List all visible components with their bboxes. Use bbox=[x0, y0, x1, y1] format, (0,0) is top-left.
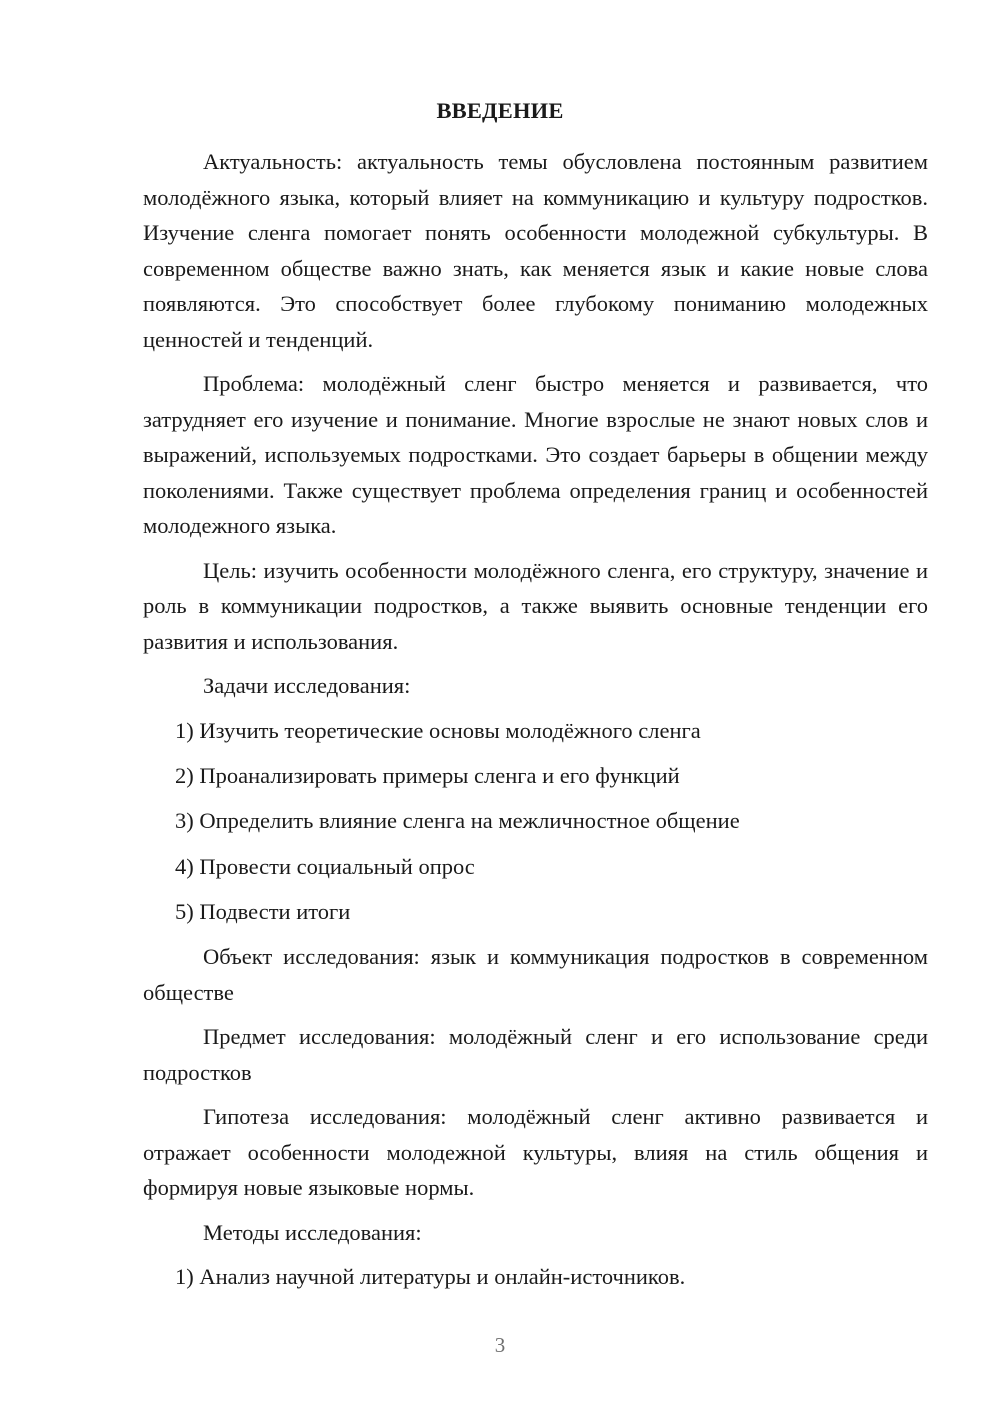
object-paragraph: Объект исследования: язык и коммуникация подростков в современном обществе bbox=[143, 944, 928, 1005]
hypothesis-paragraph: Гипотеза исследования: молодёжный сленг активно развивается и отражает особенности молодежной культуры, влияя на стиль общения и формируя новые языковые нормы. bbox=[143, 1104, 928, 1201]
page-number: 3 bbox=[494, 1333, 506, 1357]
method-item: 1) Анализ научной литературы и онлайн-источников. bbox=[175, 1264, 686, 1290]
task-item: 4) Провести социальный опрос bbox=[175, 853, 475, 879]
tasks-heading: Задачи исследования: bbox=[203, 673, 411, 698]
task-item: 3) Определить влияние сленга на межличностное общение bbox=[175, 808, 740, 834]
task-item: 5) Подвести итоги bbox=[175, 899, 351, 925]
page-title: ВВЕДЕНИЕ bbox=[436, 98, 564, 123]
document-body bbox=[143, 144, 928, 1305]
subject-paragraph: Предмет исследования: молодёжный сленг и его использование среди подростков bbox=[143, 1024, 928, 1085]
methods-heading: Методы исследования: bbox=[203, 1219, 422, 1245]
relevance-paragraph: Актуальность: актуальность темы обусловлена постоянным развитием молодёжного языка, который влияет на коммуникацию и культуру подростков. Изучение сленга помогает понять особенности молодежной субкультуры. В современном обществе важно знать, как меняется язык и какие новые слова появляются. Это способствует более глубокому пониманию молодежных ценностей и тенденций. bbox=[143, 149, 928, 352]
task-item: 2) Проанализировать примеры сленга и его функций bbox=[175, 762, 680, 788]
goal-paragraph: Цель: изучить особенности молодёжного сленга, его структуру, значение и роль в коммуникации подростков, а также выявить основные тенденции его развития и использования. bbox=[143, 557, 928, 654]
problem-paragraph: Проблема: молодёжный сленг быстро меняется и развивается, что затрудняет его изучение и понимание. Многие взрослые не знают новых слов и выражений, используемых подростками. Это создает барьеры в общении между поколениями. Также существует проблема определения границ и особенностей молодежного языка. bbox=[143, 371, 928, 538]
task-item: 1) Изучить теоретические основы молодёжного сленга bbox=[175, 717, 701, 743]
